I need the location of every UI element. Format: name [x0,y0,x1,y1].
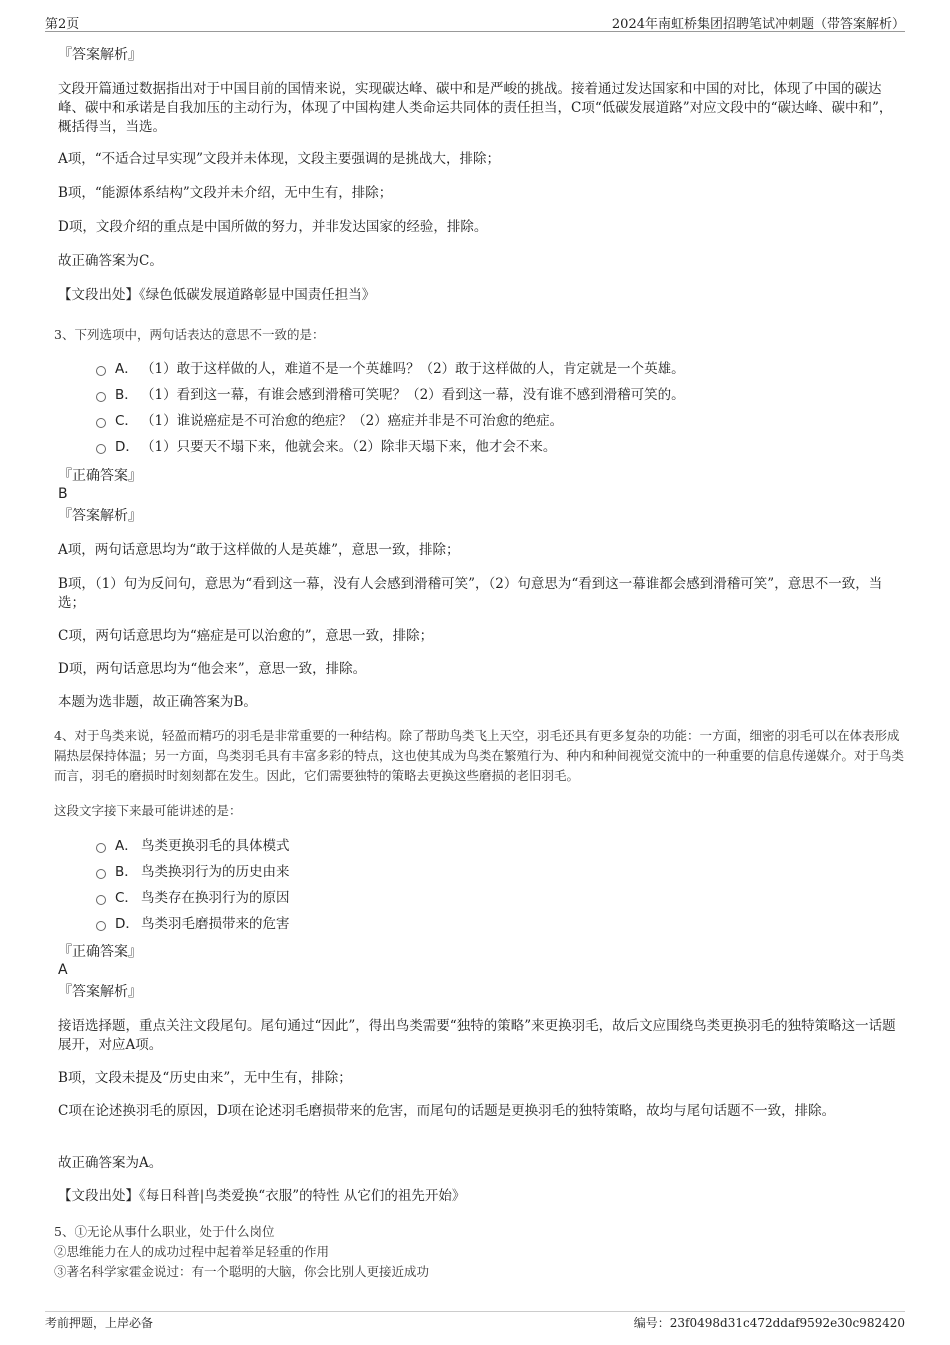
option-letter: B． [115,864,138,880]
option-a[interactable] [96,359,896,379]
option-text: 鸟类羽毛磨损带来的危害 [141,916,290,932]
analysis-paragraph: B项，（1）句为反问句，意思为“看到这一幕，没有人会感到滑稽可笑”，（2）句意思为“看到这一幕谁都会感到滑稽可笑”，意思不一致，当选； [58,576,883,611]
page-number: 第2页 [45,17,80,32]
correct-answer: A [58,962,68,978]
option-text: （1）谁说癌症是不可治愈的绝症？（2）癌症并非是不可治愈的绝症。 [141,413,564,429]
option-b[interactable] [96,385,896,405]
analysis-label: 『答案解析』 [58,984,142,1000]
option-letter: B． [115,387,138,403]
correct-answer: B [58,486,68,502]
correct-answer-label: 『正确答案』 [58,944,142,960]
option-d[interactable] [96,914,896,934]
question-stem: 5、①无论从事什么职业，处于什么岗位 [54,1224,275,1239]
radio-icon[interactable] [96,843,106,853]
option-letter: D． [115,439,139,455]
analysis-paragraph: C项，两句话意思均为“癌症是可以治愈的”，意思一致，排除； [58,628,434,644]
correct-answer-label: 『正确答案』 [58,468,142,484]
document-title: 2024年南虹桥集团招聘笔试冲刺题（带答案解析） [611,17,905,32]
analysis-paragraph: D项，两句话意思均为“他会来”，意思一致，排除。 [58,661,367,677]
analysis-conclusion: 本题为选非题，故正确答案为B。 [58,694,257,710]
analysis-paragraph: C项在论述换羽毛的原因，D项在论述羽毛磨损带来的危害，而尾句的话题是更换羽毛的独特策略，故均与尾句话题不一致，排除。 [58,1103,836,1119]
option-letter: D． [115,916,139,932]
question-stem: 3、下列选项中，两句话表达的意思不一致的是： [54,327,325,342]
option-letter: C． [115,413,138,429]
header-divider [45,31,905,32]
option-letter: A． [115,838,138,854]
radio-icon[interactable] [96,366,106,376]
analysis-paragraph: D项，文段介绍的重点是中国所做的努力，并非发达国家的经验，排除。 [58,219,488,235]
radio-icon[interactable] [96,895,106,905]
option-text: （1）敢于这样做的人，难道不是一个英雄吗？（2）敢于这样做的人，肯定就是一个英雄。 [141,361,685,377]
question-prompt: 这段文字接下来最可能讲述的是： [54,803,242,818]
analysis-paragraph: A项，“不适合过早实现”文段并未体现，文段主要强调的是挑战大，排除； [58,151,501,167]
option-text: 鸟类更换羽毛的具体模式 [141,838,290,854]
analysis-paragraph: B项，“能源体系结构”文段并未介绍，无中生有，排除； [58,185,393,201]
radio-icon[interactable] [96,444,106,454]
option-d[interactable] [96,437,896,457]
source-citation: 【文段出处】《绿色低碳发展道路彰显中国责任担当》 [58,287,376,303]
option-letter: C． [115,890,138,906]
option-c[interactable] [96,411,896,431]
radio-icon[interactable] [96,921,106,931]
option-text: （1）看到这一幕，有谁会感到滑稽可笑呢？（2）看到这一幕，没有谁不感到滑稽可笑的。 [141,387,685,403]
analysis-paragraph: A项，两句话意思均为“敢于这样做的人是英雄”，意思一致，排除； [58,542,460,558]
footer-divider [45,1311,905,1312]
analysis-paragraph: 文段开篇通过数据指出对于中国目前的国情来说，实现碳达峰、碳中和是严峻的挑战。接着通过发达国家和中国的对比，体现了中国的碳达峰、碳中和承诺是自我加压的主动行为，体现了中国构建人类命运共同体的责任担当，C项“低碳发展道路”对应文段中的“碳达峰、碳中和”，概括得当，当选。 [58,81,893,135]
radio-icon[interactable] [96,869,106,879]
footer-slogan: 考前押题，上岸必备 [45,1316,154,1330]
document-id: 编号：23f0498d31c472ddaf9592e30c982420 [633,1316,905,1330]
source-citation: 【文段出处】《每日科普|鸟类爱换“衣服”的特性 从它们的祖先开始》 [58,1188,466,1204]
option-text: 鸟类换羽行为的历史由来 [141,864,290,880]
radio-icon[interactable] [96,418,106,428]
question-stem: 4、对于鸟类来说，轻盈而精巧的羽毛是非常重要的一种结构。除了帮助鸟类飞上天空，羽毛还具有更多复杂的功能：一方面，细密的羽毛可以在体表形成隔热层保持体温；另一方面，鸟类羽毛具有丰富多彩的特点，这也使其成为鸟类在繁殖行为、种内和种间视觉交流中的一种重要的信息传递媒介。对于鸟类而言，羽毛的磨损时时刻刻都在发生。因此，它们需要独特的策略去更换这些磨损的老旧羽毛。 [54,728,905,783]
analysis-paragraph: B项，文段未提及“历史由来”，无中生有，排除； [58,1070,352,1086]
analysis-label: 『答案解析』 [58,508,142,524]
option-text: （1）只要天不塌下来，他就会来。（2）除非天塌下来，他才会不来。 [141,439,557,455]
option-letter: A． [115,361,138,377]
option-c[interactable] [96,888,896,908]
option-a[interactable] [96,836,896,856]
analysis-paragraph: 接语选择题，重点关注文段尾句。尾句通过“因此”，得出鸟类需要“独特的策略”来更换羽毛，故后文应围绕鸟类更换羽毛的独特策略这一话题展开，对应A项。 [58,1018,896,1053]
question-statement: ③著名科学家霍金说过：有一个聪明的大脑，你会比别人更接近成功 [54,1264,430,1279]
option-text: 鸟类存在换羽行为的原因 [141,890,290,906]
radio-icon[interactable] [96,392,106,402]
question-statement: ②思维能力在人的成功过程中起着举足轻重的作用 [54,1244,330,1259]
analysis-label: 『答案解析』 [58,47,142,63]
analysis-conclusion: 故正确答案为A。 [58,1155,163,1171]
analysis-conclusion: 故正确答案为C。 [58,253,163,269]
option-b[interactable] [96,862,896,882]
